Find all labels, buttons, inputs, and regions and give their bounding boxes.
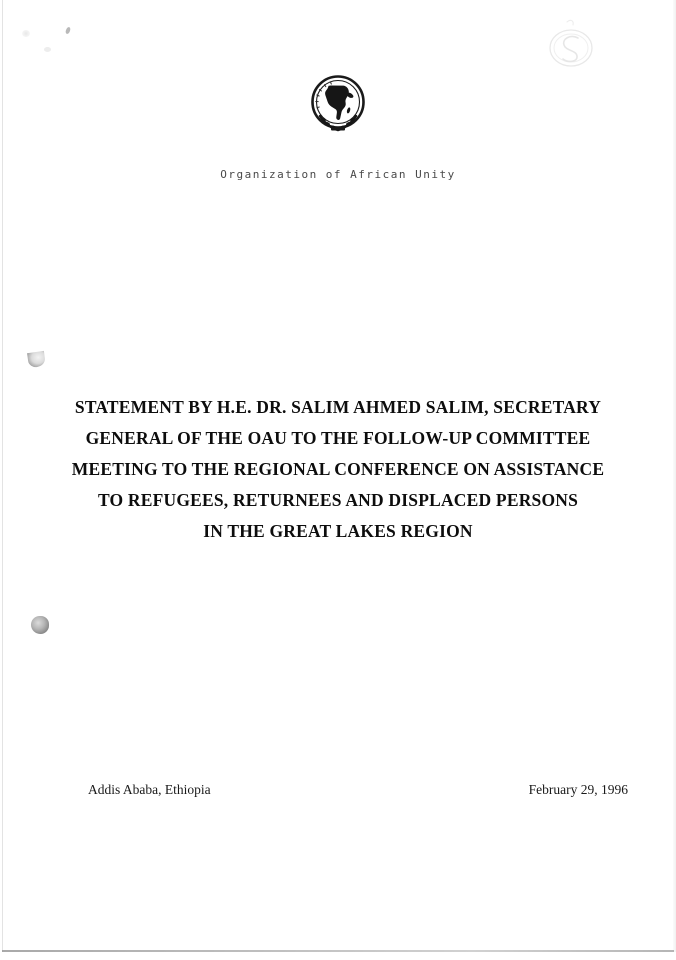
hole-punch-smudge-icon [31,616,49,634]
scan-smudge-icon [27,351,46,368]
emblem-container [0,72,676,139]
handwritten-annotation-icon [540,12,602,74]
footer-date: February 29, 1996 [528,782,628,797]
title-line: STATEMENT BY H.E. DR. SALIM AHMED SALIM, SECRETARY [74,397,602,417]
page-edge-bottom [2,950,674,952]
scan-speck-icon [44,47,51,52]
title-line: GENERAL OF THE OAU TO THE FOLLOW-UP COMMITTEE [85,428,591,448]
footer-location: Addis Ababa, Ethiopia [88,782,211,797]
page-footer [88,782,628,798]
scan-speck-icon [22,30,30,37]
title-line: MEETING TO THE REGIONAL CONFERENCE ON ASSISTANCE [71,459,605,479]
organization-name: Organization of African Unity [220,168,456,181]
oau-emblem-icon [307,72,369,134]
document-title [0,392,676,547]
title-line: IN THE GREAT LAKES REGION [203,521,473,541]
scan-speck-icon [65,27,71,35]
title-line: TO REFUGEES, RETURNEES AND DISPLACED PERSONS [97,490,579,510]
